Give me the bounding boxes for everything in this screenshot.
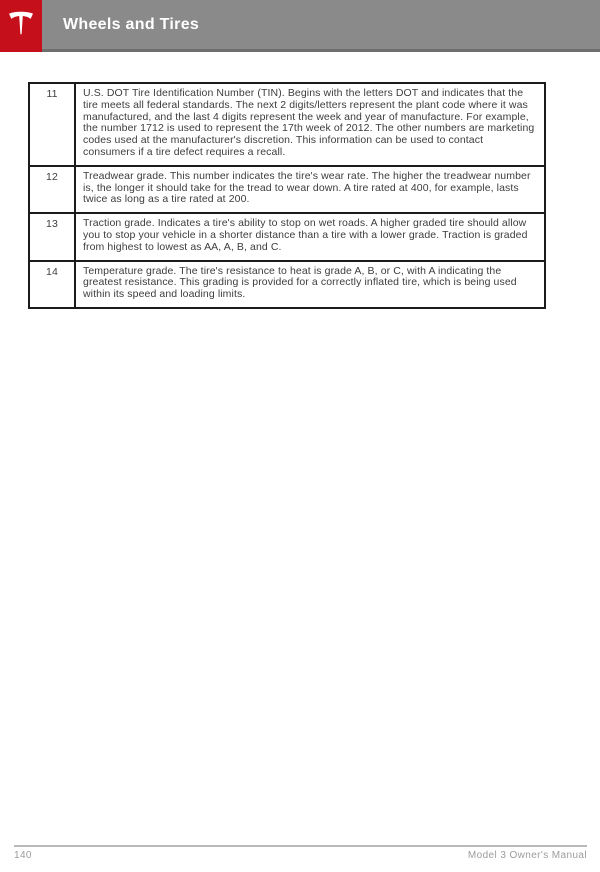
row-description: U.S. DOT Tire Identification Number (TIN). Begins with the letters DOT and indicates that the tire meets all federal standards. The next 2 digits/letters represent the plant code where it was manufactured, and the last 4 digits represent the week and year of manufacture. For example, the number 1712 is used to represent the 17th week of 2012. The other numbers are marketing codes used at the manufacturer's discretion. This information can be used to contact consumers if a tire defect requires a recall. [75, 83, 545, 166]
tire-grading-table [28, 82, 546, 309]
table-row [29, 166, 545, 213]
tesla-logo-icon [6, 7, 36, 46]
row-number: 12 [29, 166, 75, 213]
row-number: 11 [29, 83, 75, 166]
row-description: Temperature grade. The tire's resistance to heat is grade A, B, or C, with A indicating the greatest resistance. This grading is provided for a correctly inflated tire, which is being used within its speed and loading limits. [75, 261, 545, 308]
table-row [29, 83, 545, 166]
page-footer [14, 845, 587, 861]
tesla-logo-box [0, 0, 42, 52]
row-description: Traction grade. Indicates a tire's ability to stop on wet roads. A higher graded tire should allow you to stop your vehicle in a shorter distance than a tire with a lower grade. Traction is graded from highest to lowest as AA, A, B, and C. [75, 213, 545, 260]
row-description: Treadwear grade. This number indicates the tire's wear rate. The higher the treadwear number is, the longer it should take for the tread to wear down. A tire rated at 400, for example, lasts twice as long as a tire rated at 200. [75, 166, 545, 213]
table-row [29, 213, 545, 260]
row-number: 14 [29, 261, 75, 308]
page-title: Wheels and Tires [63, 16, 200, 33]
table-row [29, 261, 545, 308]
row-number: 13 [29, 213, 75, 260]
footer-page-number: 140 [14, 850, 32, 861]
footer-manual-title: Model 3 Owner's Manual [467, 850, 587, 861]
